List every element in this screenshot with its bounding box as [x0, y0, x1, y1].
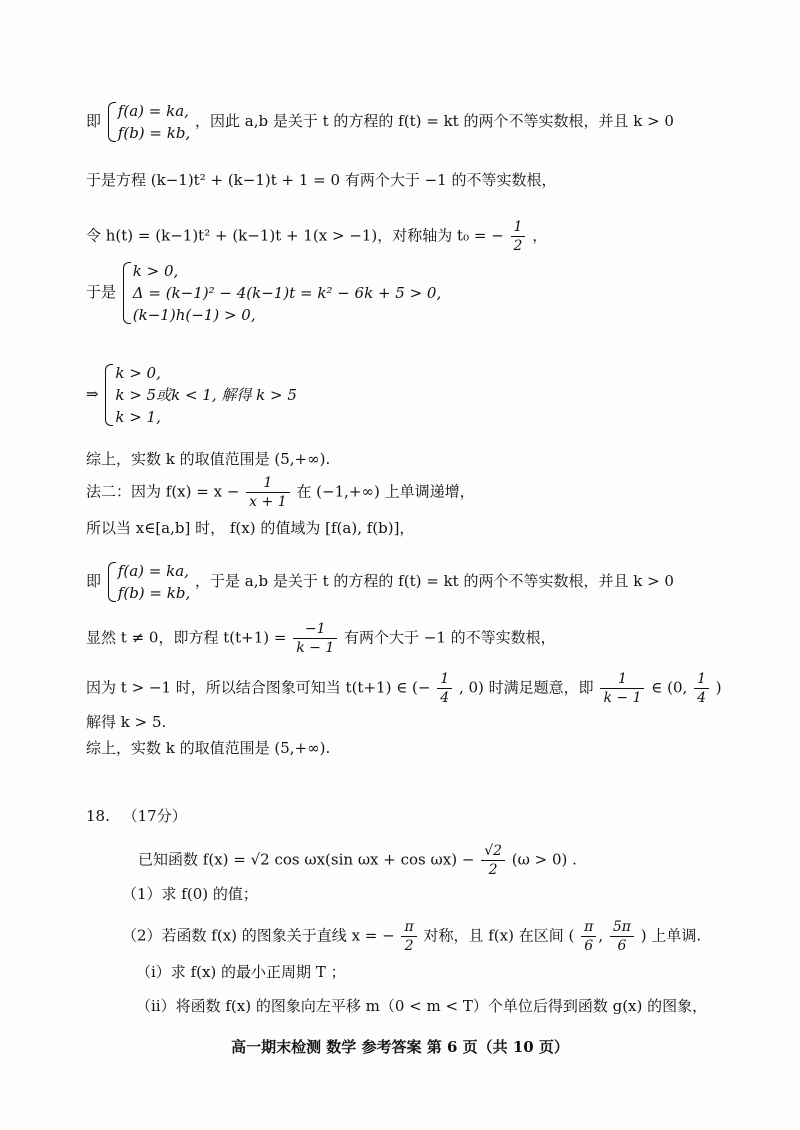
solution-line-result: 解得 k > 5.	[86, 713, 167, 731]
fraction	[610, 918, 634, 955]
condition-system	[103, 362, 297, 428]
fraction	[246, 474, 289, 511]
equation-system	[106, 100, 190, 144]
fraction	[401, 918, 416, 955]
condition-system	[121, 260, 441, 326]
fraction-denominator: k − 1	[603, 690, 642, 706]
fraction-denominator: 2	[404, 938, 414, 954]
fraction-denominator: k − 1	[296, 640, 335, 656]
solution-line-axis	[86, 218, 547, 255]
fraction-denominator: 6	[617, 938, 627, 954]
fraction	[694, 670, 709, 707]
text-segment: 法二：因为 f(x) = x −	[86, 482, 240, 501]
condition-row: Δ = (k−1)² − 4(k−1)t = k² − 6k + 5 > 0,	[132, 284, 442, 302]
text-segment: 令 h(t) = (k−1)t² + (k−1)t + 1(x > −1)，对称轴为 t₀ = −	[86, 226, 504, 245]
solution-line-equation-2	[86, 620, 556, 657]
question-header	[86, 806, 187, 826]
solution-line-conclusion: 综上，实数 k 的取值范围是 (5,+∞).	[86, 450, 331, 468]
question-score: （17分）	[122, 807, 187, 825]
solution-line-equation: 于是方程 (k−1)t² + (k−1)t + 1 = 0 有两个大于 −1 的不等实数根，	[86, 171, 557, 189]
page-footer: 高一期末检测 数学 参考答案 第 6 页（共 10 页）	[231, 1038, 569, 1056]
text-segment: ∈ (0,	[651, 678, 688, 697]
text-rest: ，因此 a,b 是关于 t 的方程的 f(t) = kt 的两个不等实数根，并且 k > 0	[195, 112, 674, 130]
equation-row: f(b) = kb,	[117, 584, 191, 602]
fraction	[293, 620, 337, 657]
implies-symbol: ⇒	[86, 385, 99, 403]
solution-line-final: 综上，实数 k 的取值范围是 (5,+∞).	[86, 739, 331, 757]
text-tail: )	[715, 678, 722, 697]
fraction	[581, 918, 596, 955]
question-part-2-ii: （ii）将函数 f(x) 的图象向左平移 m（0 < m < T）个单位后得到函数 g(x) 的图象，	[136, 997, 708, 1015]
question-part-2: （2）若函数 f(x) 的图象关于直线 x = − $\frac{\pi}{2}$ 对称，且 f(x) 在区间 ( $\frac{\pi}{6}$ , $\frac{5\pi}{6}$ ) 上单调.	[122, 919, 702, 954]
fraction-numerator: 1	[511, 218, 526, 237]
fraction-denominator: 6	[584, 938, 594, 954]
fraction-numerator: 1	[437, 670, 452, 689]
solution-line-system-2	[86, 560, 674, 604]
fraction-numerator: √2	[481, 842, 505, 861]
fraction	[600, 670, 644, 707]
text-prefix: 于是	[86, 283, 117, 301]
condition-row: k > 5或k < 1, 解得 k > 5	[115, 386, 297, 404]
text-segment: 对称，且 f(x) 在区间 (	[423, 926, 575, 945]
question-stem	[138, 842, 577, 879]
fraction-denominator: 2	[513, 238, 523, 254]
fraction-numerator: 1	[694, 670, 709, 689]
fraction	[511, 218, 526, 255]
condition-row: k > 1,	[115, 408, 161, 426]
text-prefix: 即	[86, 572, 102, 590]
condition-row: (k−1)h(−1) > 0,	[132, 306, 256, 324]
fraction-numerator: 1	[600, 670, 644, 689]
text-tail: 有两个大于 −1 的不等实数根，	[344, 628, 556, 647]
fraction-numerator: 5π	[610, 918, 634, 937]
condition-row: k > 0,	[115, 364, 161, 382]
text-segment: 显然 t ≠ 0，即方程 t(t+1) =	[86, 628, 287, 647]
text-tail: (ω > 0) .	[511, 850, 577, 869]
solution-line-conditions	[86, 260, 441, 326]
fraction-numerator: π	[581, 918, 596, 937]
equation-system	[106, 560, 190, 604]
fraction-denominator: 2	[488, 862, 498, 878]
solution-line-system-1	[86, 100, 674, 144]
solution-line-range: 所以当 x∈[a,b] 时， f(x) 的值域为 [f(a), f(b)]，	[86, 519, 415, 537]
fraction-denominator: 4	[440, 690, 450, 706]
equation-row: f(a) = ka,	[117, 562, 189, 580]
question-part-1: （1）求 f(0) 的值；	[122, 885, 258, 903]
text-tail: 在 (−1,+∞) 上单调递增，	[296, 482, 475, 501]
text-segment: （2）若函数 f(x) 的图象关于直线 x = −	[122, 926, 395, 945]
fraction-denominator: 4	[697, 690, 707, 706]
text-rest: ，于是 a,b 是关于 t 的方程的 f(t) = kt 的两个不等实数根，并且 k > 0	[195, 572, 674, 590]
fraction-numerator: 1	[246, 474, 289, 493]
fraction	[437, 670, 452, 707]
equation-row: f(b) = kb,	[117, 124, 191, 142]
question-part-2-i: （i）求 f(x) 的最小正周期 T ；	[136, 963, 346, 981]
solution-line-implication	[86, 362, 297, 428]
fraction	[481, 842, 505, 879]
equation-row: f(a) = ka,	[117, 102, 189, 120]
text-tail: ) 上单调.	[640, 926, 702, 945]
text-segment: , 0) 时满足题意，即	[458, 678, 594, 697]
solution-line-method-two	[86, 474, 475, 511]
fraction-numerator: −1	[293, 620, 337, 639]
solution-line-graph	[86, 670, 722, 707]
text-segment: 因为 t > −1 时，所以结合图象可知当 t(t+1) ∈ (−	[86, 678, 431, 697]
text-tail: ，	[532, 226, 548, 245]
text-prefix: 即	[86, 112, 102, 130]
fraction-denominator: x + 1	[249, 494, 287, 510]
fraction-numerator: π	[401, 918, 416, 937]
question-number: 18.	[86, 807, 110, 825]
condition-row: k > 0,	[132, 262, 179, 280]
text-segment: 已知函数 f(x) = √2 cos ωx(sin ωx + cos ωx) −	[138, 850, 475, 869]
